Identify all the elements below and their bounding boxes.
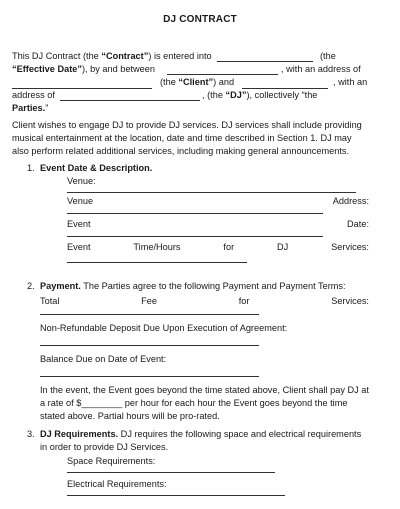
intro-text: address of xyxy=(12,90,55,100)
section-1-heading: Event Date & Description. xyxy=(40,163,153,173)
intro-text: (the xyxy=(160,77,179,87)
for-label: for xyxy=(223,242,235,252)
total-fee-blank[interactable] xyxy=(40,314,259,315)
address-label: Address: xyxy=(332,196,369,206)
intro-text: ), by and between xyxy=(81,64,155,74)
intro-text: , with an address of xyxy=(281,64,361,74)
services-paragraph-line: Client wishes to engage DJ to provide DJ services. DJ services shall include providing xyxy=(12,120,362,130)
parties-term: Parties. xyxy=(12,103,46,113)
time-hours-label: Time/Hours xyxy=(133,242,181,252)
section-3-text: DJ requires the following space and electrical requirements xyxy=(118,429,362,439)
event-label: Event xyxy=(67,219,91,229)
overtime-line: a rate of $________ per hour for each hour the Event goes beyond the time xyxy=(40,398,348,408)
venue-address-row xyxy=(67,194,369,208)
venue-blank[interactable] xyxy=(67,192,356,193)
venue-label: Venue: xyxy=(67,176,96,186)
services-paragraph-line: musical entertainment at the location, date and time described in Section 1. DJ may xyxy=(12,133,352,143)
intro-text: ) is entered into xyxy=(148,51,212,61)
electrical-requirements-blank[interactable] xyxy=(67,495,285,496)
section-1-number: 1. xyxy=(27,163,35,173)
intro-line-3 xyxy=(160,75,234,89)
intro-text: , (the xyxy=(202,90,226,100)
deposit-label: Non-Refundable Deposit Due Upon Execution of Agreement: xyxy=(40,323,288,333)
overtime-line: In the event, the Event goes beyond the time stated above, Client shall pay DJ at xyxy=(40,385,369,395)
services-paragraph-line: also perform related additional services, including making general announcements. xyxy=(12,146,350,156)
event-label: Event xyxy=(67,242,91,252)
section-2-intro xyxy=(40,279,346,293)
client-term: “Client” xyxy=(178,77,214,87)
intro-text: ), collectively “the xyxy=(246,90,318,100)
intro-line-4 xyxy=(202,88,317,102)
overtime-line: stated above. Partial hours will be pro-rated. xyxy=(40,411,220,421)
section-2-number: 2. xyxy=(27,281,35,291)
total-fee-row xyxy=(40,294,369,308)
section-2-text: The Parties agree to the following Payment and Payment Terms: xyxy=(80,281,346,291)
intro-line-5 xyxy=(12,101,48,115)
intro-text: ” xyxy=(45,103,49,113)
intro-text: ) and xyxy=(213,77,235,87)
fee-label: Fee xyxy=(141,296,157,306)
intro-text: This DJ Contract (the xyxy=(12,51,102,61)
dj-term: “DJ” xyxy=(225,90,247,100)
deposit-blank[interactable] xyxy=(40,345,259,346)
effective-date-term: “Effective Date” xyxy=(12,64,82,74)
date-label: Date: xyxy=(347,219,369,229)
dj-label: DJ xyxy=(277,242,289,252)
intro-text: , with an xyxy=(333,77,368,87)
time-hours-blank[interactable] xyxy=(67,262,247,263)
balance-label: Balance Due on Date of Event: xyxy=(40,354,167,364)
section-2-heading: Payment. xyxy=(40,281,81,291)
services-label: Services: xyxy=(331,242,369,252)
section-3-heading: DJ Requirements. xyxy=(40,429,119,439)
section-3-number: 3. xyxy=(27,429,35,439)
date-blank[interactable] xyxy=(67,236,323,237)
intro-line-1 xyxy=(12,49,212,63)
party-two-address-blank[interactable] xyxy=(60,100,200,101)
intro-text: (the xyxy=(320,51,336,61)
document-title: DJ CONTRACT xyxy=(163,14,237,25)
intro-line-2 xyxy=(12,62,155,76)
event-time-row xyxy=(67,240,369,254)
address-blank[interactable] xyxy=(67,213,323,214)
space-requirements-label: Space Requirements: xyxy=(67,456,156,466)
space-requirements-blank[interactable] xyxy=(67,472,275,473)
for-label: for xyxy=(238,296,250,306)
total-label: Total xyxy=(40,296,60,306)
section-3-text-2: in order to provide DJ Services. xyxy=(40,442,169,452)
electrical-requirements-label: Electrical Requirements: xyxy=(67,479,167,489)
event-date-row xyxy=(67,217,369,231)
venue-label: Venue xyxy=(67,196,94,206)
balance-blank[interactable] xyxy=(40,376,259,377)
section-3-intro xyxy=(40,427,361,441)
services-label: Services: xyxy=(331,296,369,306)
contract-term: “Contract” xyxy=(101,51,149,61)
